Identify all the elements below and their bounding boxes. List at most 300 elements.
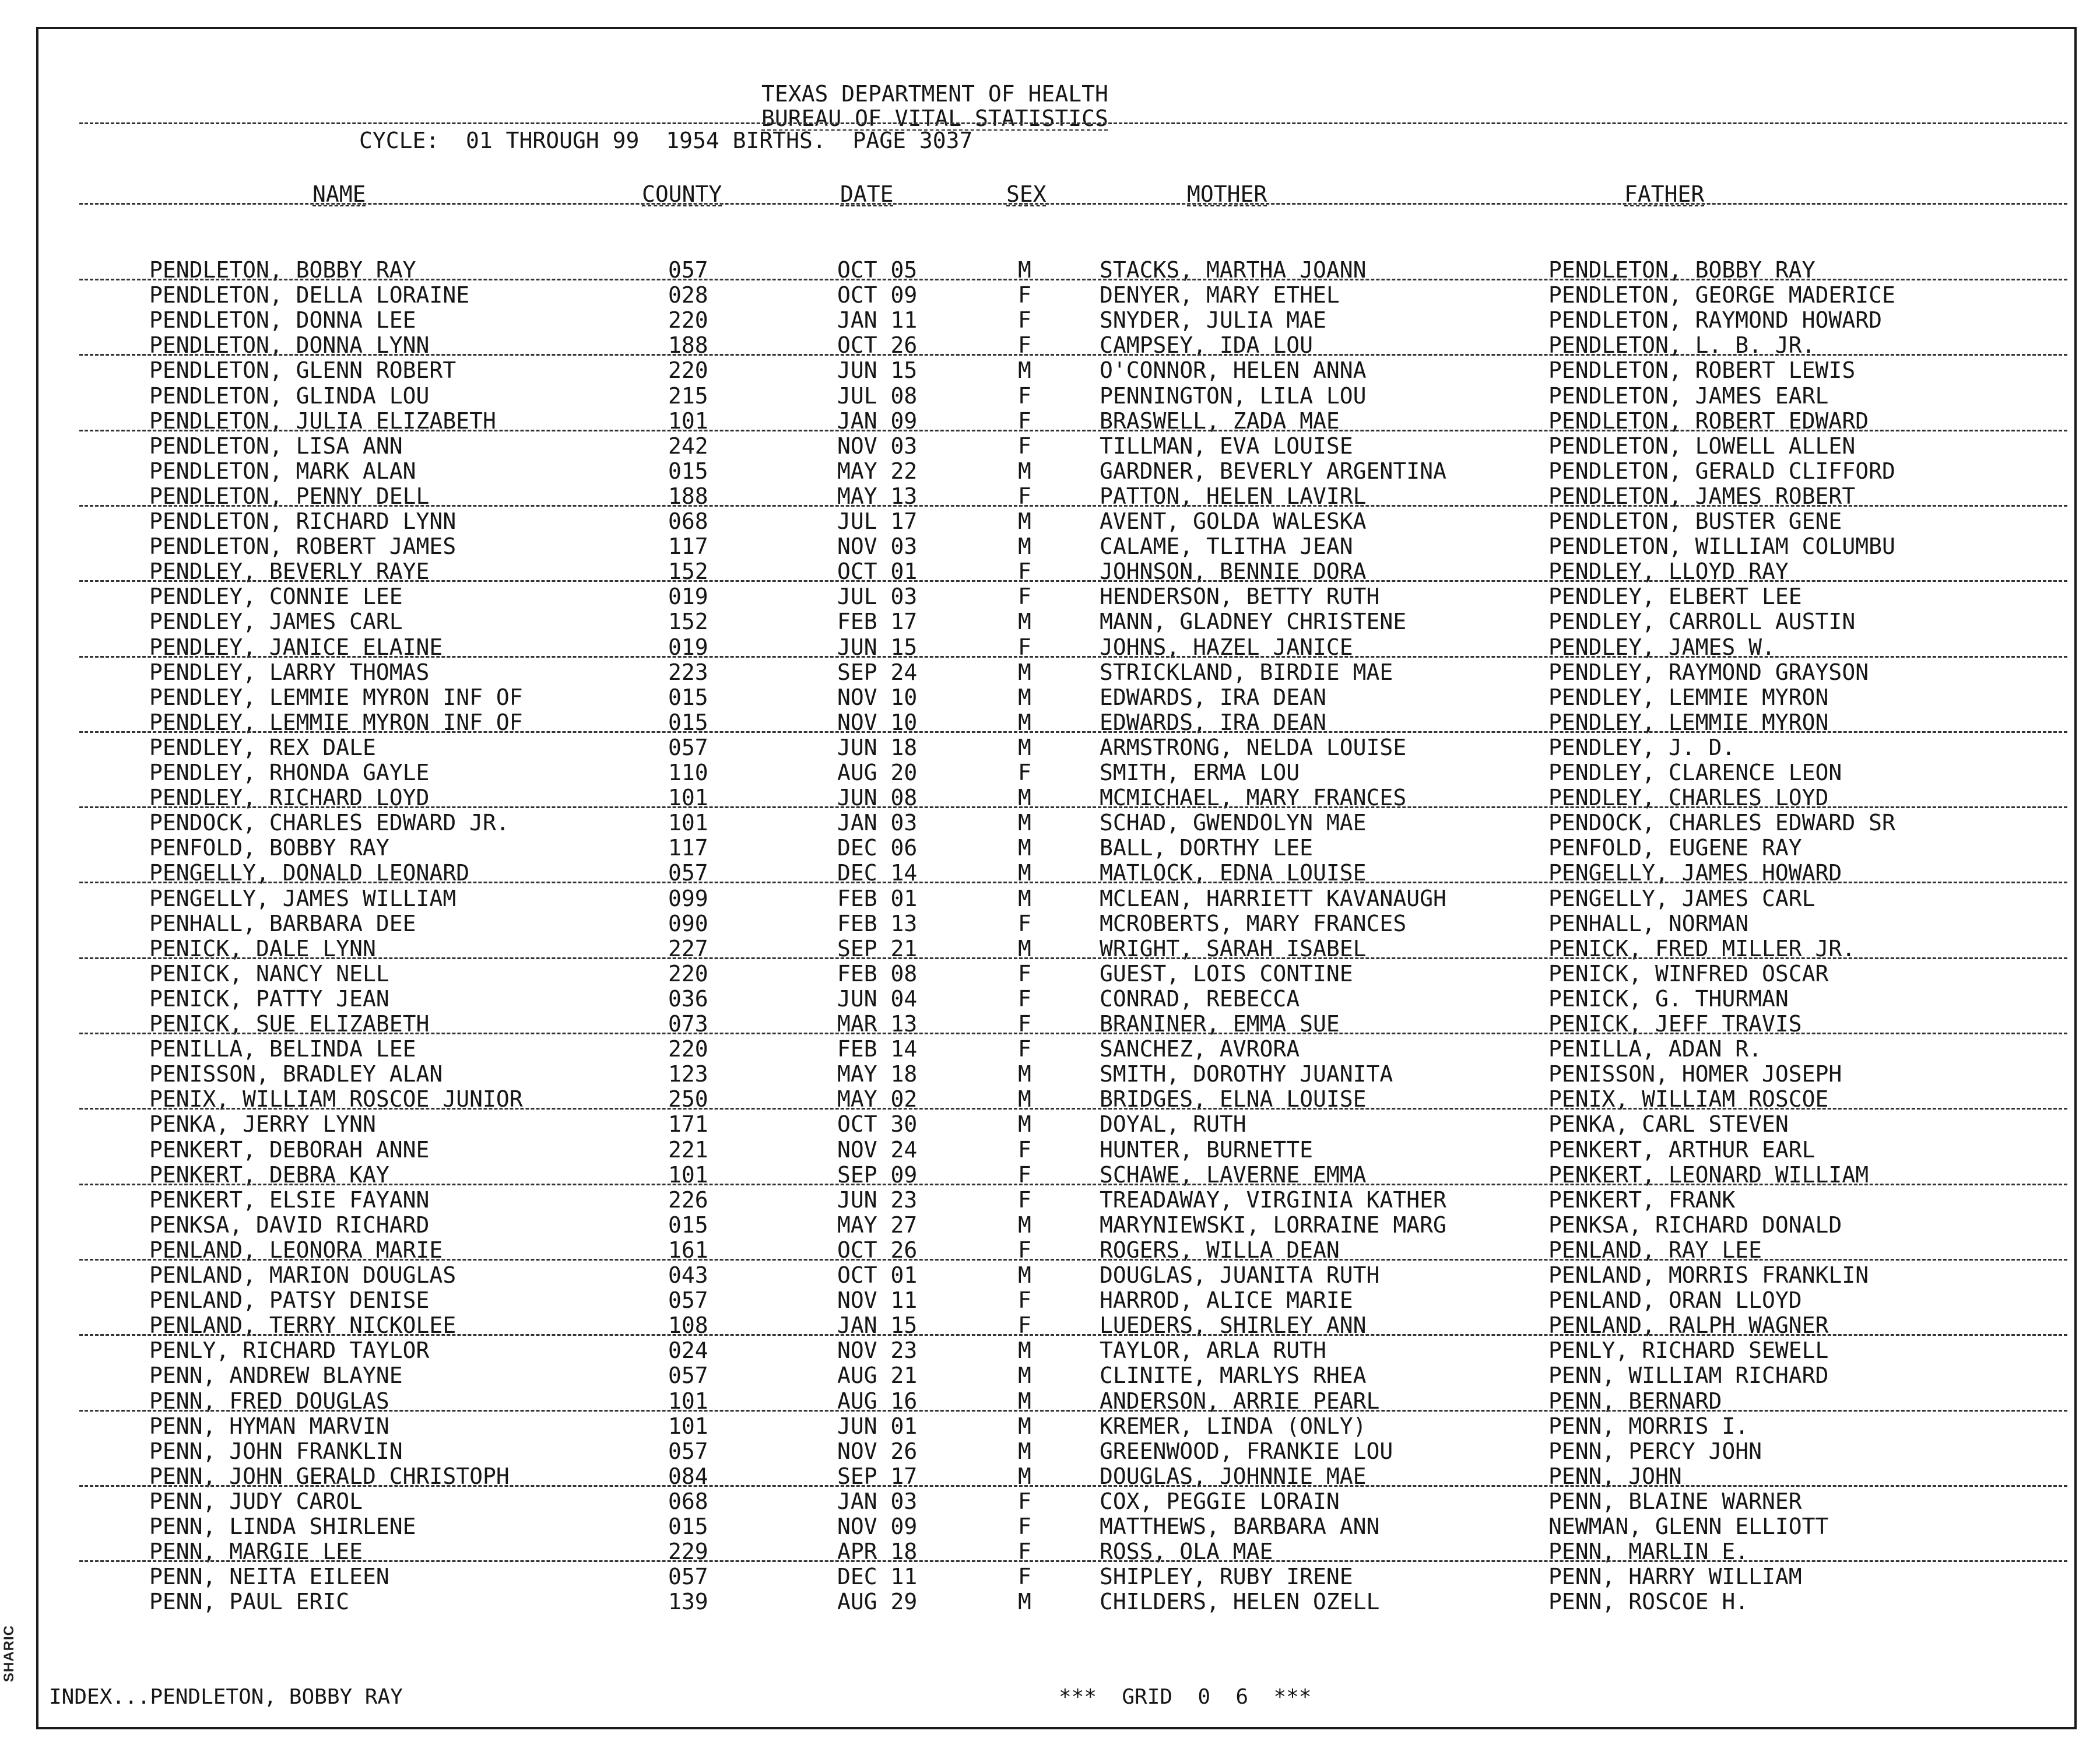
- table-row: [38, 1514, 2074, 1539]
- cell-county: 068: [668, 508, 708, 534]
- cell-date: AUG 16: [837, 1388, 918, 1414]
- cell-county: 139: [668, 1589, 708, 1615]
- table-row: [38, 836, 2074, 860]
- cell-date: SEP 17: [837, 1463, 918, 1489]
- table-row: [38, 1213, 2074, 1237]
- cell-father: PENDLEY, LLOYD RAY: [1548, 559, 1789, 585]
- cell-county: 057: [668, 1287, 708, 1314]
- cell-county: 152: [668, 609, 708, 635]
- cell-date: FEB 14: [837, 1036, 918, 1062]
- cell-date: NOV 03: [837, 433, 918, 459]
- cell-name: PENKA, JERRY LYNN: [149, 1111, 376, 1138]
- table-row: [38, 434, 2074, 458]
- cell-date: OCT 01: [837, 1262, 918, 1288]
- table-row: [38, 886, 2074, 911]
- table-row: [38, 1288, 2074, 1312]
- cell-sex: M: [1018, 508, 1031, 534]
- cell-mother: BRASWELL, ZADA MAE: [1100, 408, 1340, 434]
- cell-father: PENDLEY, CHARLES LOYD: [1548, 785, 1829, 811]
- cell-date: OCT 05: [837, 257, 918, 283]
- cell-mother: DENYER, MARY ETHEL: [1100, 282, 1340, 308]
- table-row: [38, 1338, 2074, 1363]
- table-row: [38, 358, 2074, 382]
- cell-sex: M: [1018, 860, 1031, 886]
- table-row: [38, 961, 2074, 986]
- cell-date: NOV 03: [837, 533, 918, 560]
- cell-county: 015: [668, 684, 708, 710]
- cell-county: 068: [668, 1488, 708, 1514]
- row-group-rule: [79, 1485, 2067, 1487]
- cell-mother: GREENWOOD, FRANKIE LOU: [1100, 1438, 1393, 1464]
- cell-mother: CONRAD, REBECCA: [1100, 985, 1300, 1012]
- cell-date: JUN 15: [837, 357, 918, 384]
- cell-sex: F: [1018, 559, 1031, 585]
- cell-sex: F: [1018, 1539, 1031, 1565]
- cell-sex: M: [1018, 609, 1031, 635]
- table-row: [38, 1439, 2074, 1463]
- cell-father: PENKSA, RICHARD DONALD: [1548, 1212, 1842, 1238]
- cell-name: PENLAND, PATSY DENISE: [149, 1287, 430, 1314]
- cell-father: PENDLEY, LEMMIE MYRON: [1548, 684, 1829, 710]
- cell-date: JAN 15: [837, 1312, 918, 1339]
- index-label: INDEX...PENDLETON, BOBBY RAY: [49, 1685, 403, 1709]
- cell-mother: LUEDERS, SHIRLEY ANN: [1100, 1312, 1367, 1339]
- cell-father: PENDLEY, CLARENCE LEON: [1548, 760, 1842, 785]
- cell-father: PENN, JOHN: [1548, 1463, 1682, 1489]
- cell-mother: GUEST, LOIS CONTINE: [1100, 960, 1353, 987]
- cell-mother: PENNINGTON, LILA LOU: [1100, 382, 1367, 409]
- cell-name: PENLAND, LEONORA MARIE: [149, 1237, 443, 1263]
- cell-sex: F: [1018, 985, 1031, 1012]
- table-row: [38, 584, 2074, 609]
- cell-mother: CAMPSEY, IDA LOU: [1100, 332, 1314, 359]
- row-group-rule: [79, 430, 2067, 431]
- cell-mother: SHIPLEY, RUBY IRENE: [1100, 1564, 1353, 1590]
- cell-father: PENDLETON, WILLIAM COLUMBU: [1548, 533, 1895, 560]
- cell-county: 123: [668, 1061, 708, 1087]
- table-row: [38, 509, 2074, 533]
- cell-sex: M: [1018, 885, 1031, 911]
- cell-date: NOV 10: [837, 684, 918, 710]
- row-group-rule: [79, 656, 2067, 658]
- cell-mother: KREMER, LINDA (ONLY): [1100, 1413, 1367, 1439]
- cell-sex: M: [1018, 1463, 1031, 1489]
- cell-sex: M: [1018, 1212, 1031, 1238]
- record-table: [38, 258, 2074, 1645]
- cell-father: PENDLETON, GERALD CLIFFORD: [1548, 458, 1895, 484]
- cell-name: PENICK, PATTY JEAN: [149, 985, 389, 1012]
- cell-county: 036: [668, 985, 708, 1012]
- cell-county: 015: [668, 1514, 708, 1539]
- cell-father: PENDLETON, BOBBY RAY: [1548, 257, 1815, 283]
- cell-date: SEP 24: [837, 659, 918, 685]
- cell-mother: HUNTER, BURNETTE: [1100, 1136, 1314, 1163]
- table-row: [38, 1037, 2074, 1061]
- cell-father: PENDLEY, RAYMOND GRAYSON: [1548, 659, 1869, 685]
- table-row: [38, 1112, 2074, 1136]
- table-row: [38, 1138, 2074, 1162]
- cell-date: JUL 03: [837, 584, 918, 610]
- cell-mother: BRIDGES, ELNA LOUISE: [1100, 1086, 1367, 1112]
- cell-date: MAY 22: [837, 458, 918, 484]
- cell-father: PENIX, WILLIAM ROSCOE: [1548, 1086, 1829, 1112]
- cell-mother: TREADAWAY, VIRGINIA KATHER: [1100, 1187, 1446, 1213]
- cell-mother: MANN, GLADNEY CHRISTENE: [1100, 609, 1407, 635]
- cell-mother: O'CONNOR, HELEN ANNA: [1100, 357, 1367, 384]
- cell-mother: MCLEAN, HARRIETT KAVANAUGH: [1100, 885, 1446, 911]
- cell-mother: MCMICHAEL, MARY FRANCES: [1100, 785, 1407, 811]
- cell-date: JUN 18: [837, 734, 918, 760]
- cell-county: 043: [668, 1262, 708, 1288]
- cell-father: PENN, ROSCOE H.: [1548, 1589, 1749, 1615]
- cell-mother: SANCHEZ, AVRORA: [1100, 1036, 1300, 1062]
- cell-date: OCT 01: [837, 559, 918, 585]
- cell-name: PENILLA, BELINDA LEE: [149, 1036, 416, 1062]
- table-row: [38, 1414, 2074, 1438]
- col-header-mother: MOTHER: [1187, 181, 1267, 207]
- cell-sex: M: [1018, 1413, 1031, 1439]
- cell-father: PENDLETON, BUSTER GENE: [1548, 508, 1842, 534]
- cell-name: PENDLEY, LEMMIE MYRON INF OF: [149, 684, 523, 710]
- cell-name: PENGELLY, JAMES WILLIAM: [149, 885, 456, 911]
- cell-sex: F: [1018, 634, 1031, 660]
- cell-father: PENLAND, ORAN LLOYD: [1548, 1287, 1802, 1314]
- cell-name: PENN, ANDREW BLAYNE: [149, 1363, 403, 1389]
- table-row: [38, 283, 2074, 307]
- cell-name: PENKERT, DEBORAH ANNE: [149, 1136, 430, 1163]
- cell-name: PENHALL, BARBARA DEE: [149, 910, 416, 936]
- cell-mother: WRIGHT, SARAH ISABEL: [1100, 935, 1367, 961]
- cell-mother: MATLOCK, EDNA LOUISE: [1100, 860, 1367, 886]
- table-row: [38, 308, 2074, 332]
- cell-mother: AVENT, GOLDA WALESKA: [1100, 508, 1367, 534]
- cell-sex: F: [1018, 1136, 1031, 1163]
- cell-date: FEB 13: [837, 910, 918, 936]
- cell-sex: F: [1018, 332, 1031, 359]
- cell-mother: DOYAL, RUTH: [1100, 1111, 1246, 1138]
- cell-name: PENDLETON, GLENN ROBERT: [149, 357, 456, 384]
- cell-county: 229: [668, 1539, 708, 1565]
- cell-mother: HENDERSON, BETTY RUTH: [1100, 584, 1380, 610]
- cell-mother: PATTON, HELEN LAVIRL: [1100, 483, 1367, 509]
- cell-sex: F: [1018, 408, 1031, 434]
- col-header-name: NAME: [312, 181, 366, 207]
- cell-date: JUN 04: [837, 985, 918, 1012]
- cell-county: 188: [668, 332, 708, 359]
- cell-name: PENLAND, MARION DOUGLAS: [149, 1262, 456, 1288]
- cell-county: 108: [668, 1312, 708, 1339]
- cell-date: FEB 17: [837, 609, 918, 635]
- cell-date: DEC 11: [837, 1564, 918, 1590]
- cell-father: PENISSON, HOMER JOSEPH: [1548, 1061, 1842, 1087]
- cell-name: PENDLETON, PENNY DELL: [149, 483, 430, 509]
- cell-father: PENICK, WINFRED OSCAR: [1548, 960, 1829, 987]
- cell-date: JUN 23: [837, 1187, 918, 1213]
- cell-name: PENISSON, BRADLEY ALAN: [149, 1061, 443, 1087]
- cell-name: PENICK, SUE ELIZABETH: [149, 1011, 430, 1037]
- cell-sex: F: [1018, 584, 1031, 610]
- cell-mother: SNYDER, JULIA MAE: [1100, 307, 1326, 334]
- table-row: [38, 1188, 2074, 1212]
- cell-mother: EDWARDS, IRA DEAN: [1100, 709, 1326, 735]
- cell-mother: SMITH, DOROTHY JUANITA: [1100, 1061, 1393, 1087]
- cell-father: PENN, BLAINE WARNER: [1548, 1488, 1802, 1514]
- cell-date: APR 18: [837, 1539, 918, 1565]
- cell-county: 152: [668, 559, 708, 585]
- cell-county: 015: [668, 1212, 708, 1238]
- cell-county: 019: [668, 584, 708, 610]
- cell-name: PENDLEY, LARRY THOMAS: [149, 659, 430, 685]
- cell-father: PENN, MARLIN E.: [1548, 1539, 1749, 1565]
- cell-name: PENKERT, ELSIE FAYANN: [149, 1187, 430, 1213]
- cell-father: PENDLETON, ROBERT LEWIS: [1548, 357, 1856, 384]
- cell-sex: M: [1018, 734, 1031, 760]
- row-group-rule: [79, 1108, 2067, 1110]
- cell-name: PENDLETON, GLINDA LOU: [149, 382, 430, 409]
- cell-date: AUG 20: [837, 760, 918, 785]
- cell-father: PENILLA, ADAN R.: [1548, 1036, 1762, 1062]
- cell-name: PENN, JOHN GERALD CHRISTOPH: [149, 1463, 510, 1489]
- cell-father: PENHALL, NORMAN: [1548, 910, 1749, 936]
- cell-name: PENDLETON, LISA ANN: [149, 433, 403, 459]
- cell-mother: SMITH, ERMA LOU: [1100, 760, 1300, 785]
- cell-sex: M: [1018, 257, 1031, 283]
- cell-father: PENKERT, FRANK: [1548, 1187, 1736, 1213]
- cell-sex: M: [1018, 659, 1031, 685]
- cell-name: PENDLEY, RICHARD LOYD: [149, 785, 430, 811]
- cell-date: JUN 01: [837, 1413, 918, 1439]
- cell-name: PENDLETON, DONNA LYNN: [149, 332, 430, 359]
- cell-county: 015: [668, 458, 708, 484]
- cell-mother: EDWARDS, IRA DEAN: [1100, 684, 1326, 710]
- table-row: [38, 987, 2074, 1011]
- cell-mother: STACKS, MARTHA JOANN: [1100, 257, 1367, 283]
- cell-date: FEB 08: [837, 960, 918, 987]
- cell-name: PENDOCK, CHARLES EDWARD JR.: [149, 810, 510, 836]
- cell-sex: F: [1018, 1187, 1031, 1213]
- cell-sex: F: [1018, 483, 1031, 509]
- cell-name: PENN, FRED DOUGLAS: [149, 1388, 389, 1414]
- cell-father: PENKERT, LEONARD WILLIAM: [1548, 1161, 1869, 1188]
- cell-sex: M: [1018, 835, 1031, 861]
- cell-date: AUG 21: [837, 1363, 918, 1389]
- cell-date: JAN 03: [837, 810, 918, 836]
- cell-date: MAY 02: [837, 1086, 918, 1112]
- cell-sex: F: [1018, 1011, 1031, 1037]
- cell-father: PENDLEY, JAMES W.: [1548, 634, 1775, 660]
- table-row: [38, 810, 2074, 835]
- cell-mother: DOUGLAS, JOHNNIE MAE: [1100, 1463, 1367, 1489]
- grid-label: *** GRID 0 6 ***: [1059, 1685, 1312, 1709]
- bureau-title: BUREAU OF VITAL STATISTICS: [761, 106, 1108, 131]
- table-row: [38, 911, 2074, 936]
- cell-father: PENDOCK, CHARLES EDWARD SR: [1548, 810, 1895, 836]
- cell-father: PENDLETON, RAYMOND HOWARD: [1548, 307, 1882, 334]
- cell-date: SEP 21: [837, 935, 918, 961]
- col-header-sex: SEX: [1006, 181, 1047, 207]
- cell-father: PENDLEY, LEMMIE MYRON: [1548, 709, 1829, 735]
- cell-mother: BRANINER, EMMA SUE: [1100, 1011, 1340, 1037]
- cell-mother: ROGERS, WILLA DEAN: [1100, 1237, 1340, 1263]
- table-row: [38, 1589, 2074, 1614]
- cell-county: 099: [668, 885, 708, 911]
- cell-father: PENN, MORRIS I.: [1548, 1413, 1749, 1439]
- table-row: [38, 1062, 2074, 1086]
- cell-county: 171: [668, 1111, 708, 1138]
- cell-date: OCT 26: [837, 332, 918, 359]
- cell-mother: CHILDERS, HELEN OZELL: [1100, 1589, 1380, 1615]
- table-row: [38, 660, 2074, 685]
- cell-father: PENDLETON, LOWELL ALLEN: [1548, 433, 1856, 459]
- cell-sex: F: [1018, 1514, 1031, 1539]
- cell-sex: M: [1018, 785, 1031, 811]
- cell-father: PENLAND, RAY LEE: [1548, 1237, 1762, 1263]
- cell-name: PENDLEY, LEMMIE MYRON INF OF: [149, 709, 523, 735]
- cell-county: 028: [668, 282, 708, 308]
- cell-sex: F: [1018, 382, 1031, 409]
- cell-name: PENN, NEITA EILEEN: [149, 1564, 389, 1590]
- cell-sex: F: [1018, 1036, 1031, 1062]
- cell-county: 242: [668, 433, 708, 459]
- table-row: [38, 609, 2074, 634]
- cell-county: 101: [668, 785, 708, 811]
- cell-sex: M: [1018, 684, 1031, 710]
- cell-date: NOV 09: [837, 1514, 918, 1539]
- cell-county: 057: [668, 257, 708, 283]
- cell-father: PENDLETON, JAMES ROBERT: [1548, 483, 1856, 509]
- cell-mother: ARMSTRONG, NELDA LOUISE: [1100, 734, 1407, 760]
- header-rule-top: [79, 122, 2067, 124]
- cell-mother: COX, PEGGIE LORAIN: [1100, 1488, 1340, 1514]
- cell-father: PENDLEY, ELBERT LEE: [1548, 584, 1802, 610]
- cell-mother: SCHAWE, LAVERNE EMMA: [1100, 1161, 1367, 1188]
- row-group-rule: [79, 1334, 2067, 1336]
- cell-county: 226: [668, 1187, 708, 1213]
- cell-county: 101: [668, 1413, 708, 1439]
- cell-name: PENDLETON, MARK ALAN: [149, 458, 416, 484]
- cell-date: DEC 06: [837, 835, 918, 861]
- cell-date: JAN 11: [837, 307, 918, 334]
- cell-mother: JOHNS, HAZEL JANICE: [1100, 634, 1353, 660]
- cell-name: PENN, HYMAN MARVIN: [149, 1413, 389, 1439]
- cycle-line: CYCLE: 01 THROUGH 99 1954 BIRTHS. PAGE 3037: [359, 128, 973, 153]
- cell-father: PENN, BERNARD: [1548, 1388, 1722, 1414]
- cell-sex: F: [1018, 282, 1031, 308]
- cell-county: 015: [668, 709, 708, 735]
- table-row: [38, 1564, 2074, 1589]
- cell-name: PENDLETON, BOBBY RAY: [149, 257, 416, 283]
- cell-name: PENICK, NANCY NELL: [149, 960, 389, 987]
- col-header-father: FATHER: [1624, 181, 1705, 207]
- cell-father: PENICK, JEFF TRAVIS: [1548, 1011, 1802, 1037]
- table-row: [38, 1263, 2074, 1287]
- row-group-rule: [79, 731, 2067, 733]
- cell-date: MAR 13: [837, 1011, 918, 1037]
- cell-county: 057: [668, 1363, 708, 1389]
- cell-county: 101: [668, 810, 708, 836]
- row-group-rule: [79, 1184, 2067, 1185]
- cell-county: 117: [668, 533, 708, 560]
- cell-sex: F: [1018, 1312, 1031, 1339]
- cell-sex: M: [1018, 1061, 1031, 1087]
- cell-mother: TILLMAN, EVA LOUISE: [1100, 433, 1353, 459]
- cell-sex: F: [1018, 760, 1031, 785]
- cell-date: JUN 15: [837, 634, 918, 660]
- cell-father: PENDLEY, CARROLL AUSTIN: [1548, 609, 1856, 635]
- document-frame: [36, 27, 2077, 1729]
- cell-sex: M: [1018, 458, 1031, 484]
- cell-name: PENKSA, DAVID RICHARD: [149, 1212, 430, 1238]
- cell-sex: F: [1018, 960, 1031, 987]
- cell-sex: M: [1018, 935, 1031, 961]
- col-header-date: DATE: [840, 181, 894, 207]
- table-row: [38, 459, 2074, 483]
- row-group-rule: [79, 505, 2067, 507]
- cell-name: PENDLEY, RHONDA GAYLE: [149, 760, 430, 785]
- cell-father: PENLY, RICHARD SEWELL: [1548, 1338, 1829, 1364]
- cell-county: 073: [668, 1011, 708, 1037]
- cell-sex: M: [1018, 1438, 1031, 1464]
- cell-mother: ROSS, OLA MAE: [1100, 1539, 1273, 1565]
- table-row: [38, 760, 2074, 785]
- row-group-rule: [79, 882, 2067, 883]
- cell-name: PENDLETON, JULIA ELIZABETH: [149, 408, 496, 434]
- cell-mother: JOHNSON, BENNIE DORA: [1100, 559, 1367, 585]
- cell-sex: M: [1018, 1111, 1031, 1138]
- cell-county: 227: [668, 935, 708, 961]
- cell-mother: MCROBERTS, MARY FRANCES: [1100, 910, 1407, 936]
- cell-county: 250: [668, 1086, 708, 1112]
- cell-mother: STRICKLAND, BIRDIE MAE: [1100, 659, 1393, 685]
- cell-date: MAY 18: [837, 1061, 918, 1087]
- row-group-rule: [79, 580, 2067, 582]
- cell-name: PENDLETON, RICHARD LYNN: [149, 508, 456, 534]
- cell-date: OCT 26: [837, 1237, 918, 1263]
- col-header-county: COUNTY: [642, 181, 722, 207]
- cell-county: 188: [668, 483, 708, 509]
- table-row: [38, 685, 2074, 710]
- cell-date: NOV 23: [837, 1338, 918, 1364]
- table-row: [38, 1489, 2074, 1514]
- cell-county: 057: [668, 1438, 708, 1464]
- cell-sex: F: [1018, 1488, 1031, 1514]
- cell-name: PENIX, WILLIAM ROSCOE JUNIOR: [149, 1086, 523, 1112]
- cell-name: PENDLEY, JANICE ELAINE: [149, 634, 443, 660]
- cell-date: AUG 29: [837, 1589, 918, 1615]
- cell-name: PENLAND, TERRY NICKOLEE: [149, 1312, 456, 1339]
- row-group-rule: [79, 1410, 2067, 1412]
- row-group-rule: [79, 957, 2067, 959]
- row-group-rule: [79, 806, 2067, 808]
- cell-date: JUL 17: [837, 508, 918, 534]
- cell-name: PENDLEY, CONNIE LEE: [149, 584, 403, 610]
- cell-mother: GARDNER, BEVERLY ARGENTINA: [1100, 458, 1446, 484]
- cell-mother: ANDERSON, ARRIE PEARL: [1100, 1388, 1380, 1414]
- cell-sex: M: [1018, 357, 1031, 384]
- cell-sex: M: [1018, 810, 1031, 836]
- cell-sex: F: [1018, 1237, 1031, 1263]
- cell-county: 220: [668, 1036, 708, 1062]
- cell-father: PENN, WILLIAM RICHARD: [1548, 1363, 1829, 1389]
- cell-mother: BALL, DORTHY LEE: [1100, 835, 1314, 861]
- cell-father: NEWMAN, GLENN ELLIOTT: [1548, 1514, 1829, 1539]
- cell-county: 024: [668, 1338, 708, 1364]
- cell-name: PENLY, RICHARD TAYLOR: [149, 1338, 430, 1364]
- cell-mother: MARYNIEWSKI, LORRAINE MARG: [1100, 1212, 1446, 1238]
- cell-county: 057: [668, 734, 708, 760]
- cell-county: 215: [668, 382, 708, 409]
- cell-county: 019: [668, 634, 708, 660]
